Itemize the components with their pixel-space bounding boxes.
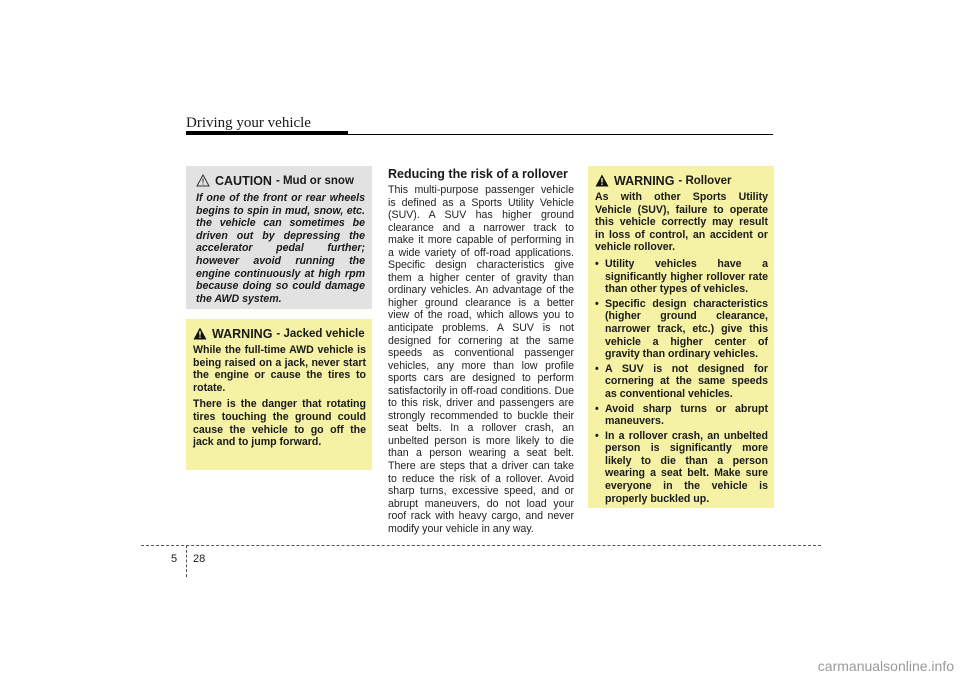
warning-rollover-header: [595, 174, 768, 188]
warning-rollover-list: [595, 258, 768, 505]
watermark: carmanualsonline.info: [817, 658, 954, 674]
caution-label: CAUTION: [215, 174, 272, 188]
list-item: • Specific design characteristics (higher ground clearance, narrower track, etc.) give this vehicle a higher center of gravity than ordinary vehicles.: [595, 298, 768, 361]
chapter-number: 5: [171, 553, 178, 565]
warning-jacked-header: [193, 327, 366, 341]
warning-rollover-box: [588, 166, 774, 508]
caution-header: [196, 174, 365, 188]
list-item: • Avoid sharp turns or abrupt maneuvers.: [595, 403, 768, 428]
warning-triangle-icon: [595, 174, 609, 187]
warning-jacked-paragraph: While the full-time AWD vehicle is being raised on a jack, never start the engine or cause the tires to rotate.: [193, 344, 366, 394]
caution-text: If one of the front or rear wheels begins to spin in mud, snow, etc. the vehicle can sometimes be driven out by depressing the accelerator pedal further; however avoid running the engine continuously at high rpm because doing so could damage the AWD system.: [196, 192, 365, 305]
section-title: Driving your vehicle: [186, 115, 311, 131]
footer-dashed-divider: [186, 545, 187, 577]
footer-dashed-rule: [141, 545, 821, 546]
warning-jacked-label: WARNING: [212, 327, 273, 341]
header-rule: [186, 134, 773, 135]
list-item: • A SUV is not designed for cornering at the same speeds as conventional vehicles.: [595, 363, 768, 401]
warning-rollover-subtitle: - Rollover: [678, 175, 732, 187]
warning-triangle-icon: [193, 327, 207, 340]
list-item: • Utility vehicles have a significantly higher rollover rate than other types of vehicles.: [595, 258, 768, 296]
caution-box: [186, 166, 372, 309]
warning-jacked-subtitle: - Jacked vehicle: [276, 328, 365, 340]
caution-subtitle: - Mud or snow: [275, 175, 354, 187]
list-item: • In a rollover crash, an unbelted person is significantly more likely to die than a person wearing a seat belt. Make sure everyone in the vehicle is properly buckled up.: [595, 430, 768, 506]
main-text: This multi-purpose passenger vehicle is defined as a Sports Utility Vehicle (SUV). A SUV has higher ground clearance and a narrower track to make it more capable of performing in a wide variety of off-road applications. Specific design characteristics give them a higher center of gravity than ordinary vehicles. An advantage of the higher ground clearance is a better view of the road, which allows you to anticipate problems. A SUV is not designed for cornering at the same speeds as conventional passenger vehicles, any more than low profile sports cars are designed to perform satisfactorily in off-road conditions. Due to this risk, driver and passengers are strongly recommended to buckle their seat belts. In a rollover crash, an unbelted person is more likely to die than a person wearing a seat belt. There are steps that a driver can take to reduce the risk of a rollover. Avoid sharp turns, excessive speed, and or abrupt maneuvers, do not load your roof rack with heavy cargo, and never modify your vehicle in any way.: [388, 184, 574, 535]
warning-rollover-label: WARNING: [614, 174, 675, 188]
warning-rollover-intro: As with other Sports Utility Vehicle (SUV), failure to operate this vehicle correctly may result in loss of control, an accident or vehicle rollover.: [595, 191, 768, 254]
warning-rollover-body: [595, 191, 768, 505]
page-number: 28: [193, 553, 206, 565]
caution-triangle-icon: [196, 174, 210, 187]
warning-jacked-body: [193, 344, 366, 449]
warning-jacked-box: [186, 319, 372, 470]
warning-jacked-paragraph: There is the danger that rotating tires touching the ground could cause the vehicle to go off the jack and to jump forward.: [193, 398, 366, 449]
main-heading: Reducing the risk of a rollover: [388, 167, 568, 181]
